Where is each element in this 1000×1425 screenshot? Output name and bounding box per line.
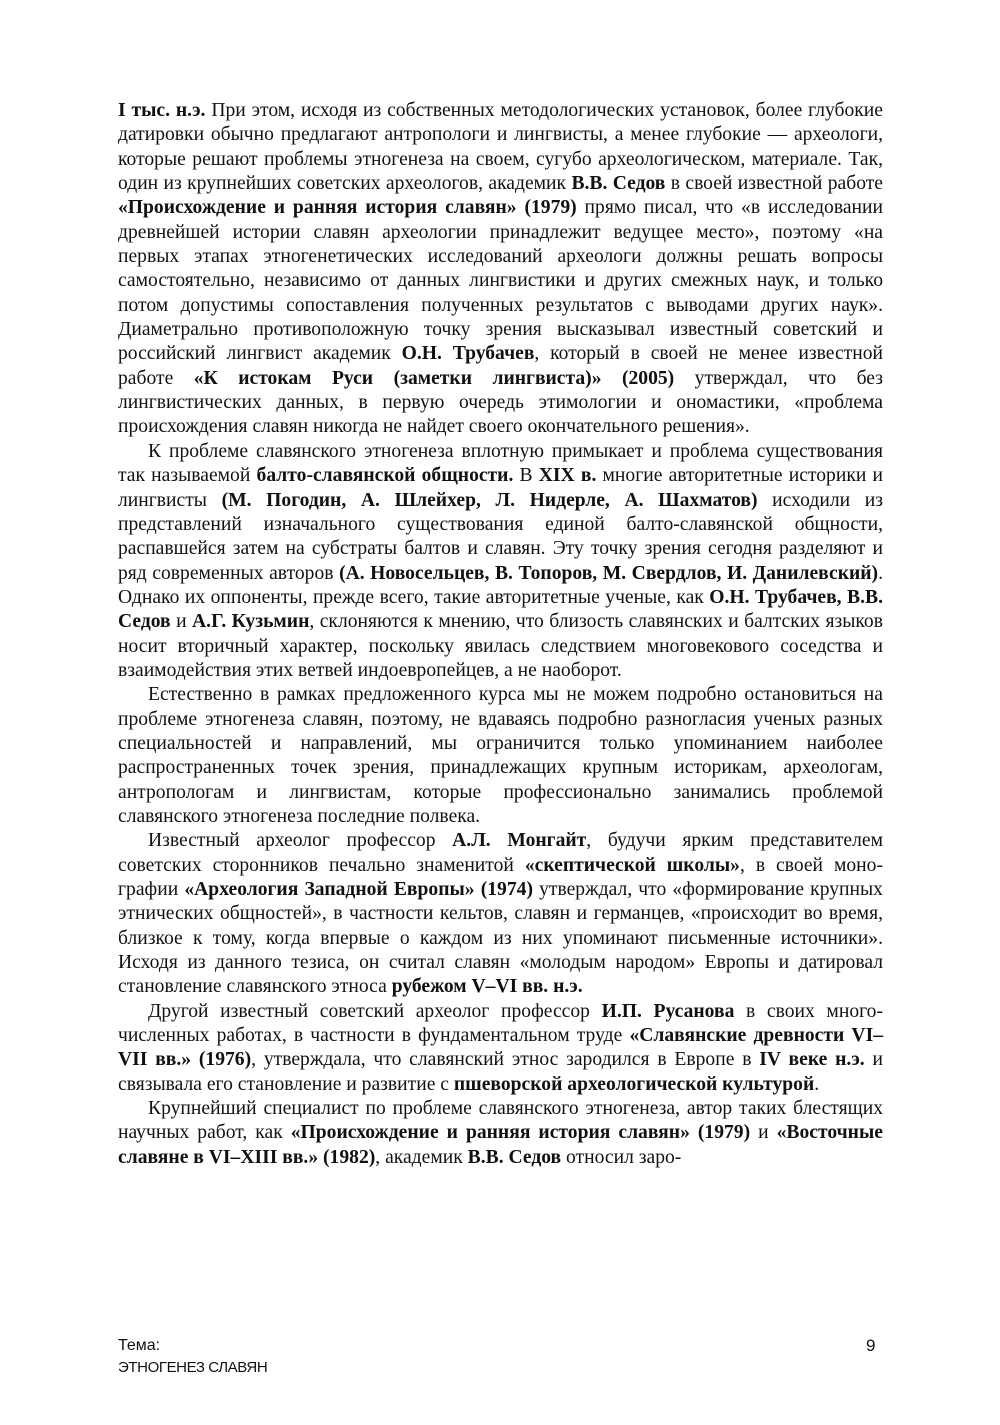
- paragraph: [118, 829, 883, 999]
- bold-run: балто-славянской общности.: [256, 465, 514, 487]
- bold-run: В.В. Седов: [571, 173, 666, 195]
- bold-run: «Восточные славяне в VI–XIII вв.» (1982): [118, 1122, 883, 1168]
- bold-run: «Славянские древности VI–VII вв.» (1976): [118, 1025, 883, 1071]
- bold-run: (А. Новосельцев, В. Топоров, М. Свердлов, И. Данилевский): [339, 562, 879, 584]
- text-run: , утверждала, что славянский этнос зародился в Европе в: [251, 1049, 760, 1071]
- paragraph: [118, 99, 883, 440]
- topic-name: ЭТНОГЕНЕЗ СЛАВЯН: [118, 1359, 268, 1376]
- page-number: 9: [866, 1336, 876, 1355]
- bold-run: «Археология Западной Европы» (1974): [184, 879, 533, 900]
- text-run: , будучи ярким представителем советских сторонников печально знаменитой: [118, 830, 883, 876]
- text-run: утверждал, что «формирование крупных этнических общностей», в частности кельтов, славян и германцев, «происходит во время, близкое к тому, когда впервые о каждом из них упоминают письменные источники». Исходя из данного тезиса, он считал славян «молодым народом» Европы и датировал становление славянского этноса: [118, 879, 883, 998]
- bold-run: рубежом V–VI вв. н.э.: [391, 976, 583, 998]
- text-run: прямо писал, что «в исследовании древнейшей истории славян археологии принадлежит ведущее место», поэтому «на первых этапах этногенетических исследований археологи должны решать вопросы самостоятельно, независимо от данных лингвистики и других смежных наук, и только потом допустимы сопоставления полученных результатов с выводами других наук». Диаметрально противоположную точку зрения высказывал известный советский и российский лингвист академик: [118, 197, 883, 365]
- bold-run: IV веке н.э.: [759, 1049, 865, 1071]
- text-run: исходили из представлений изначального существования единой балто-славянской общности, распавшейся затем на субстраты балтов и славян. Эту точку зрения сегодня разделяют и ряд современных авторов: [118, 489, 883, 584]
- text-run: и: [170, 611, 193, 633]
- text-run: в своих многочисленных работах, в частности в фундаментальном труде: [118, 1000, 883, 1047]
- text-run: и: [750, 1122, 777, 1144]
- paragraph: [118, 683, 883, 829]
- text-run: утверждал, что без лингвистических данных, в первую очередь этимологии и ономастики, «проблема происхождения славян никогда не найдет своего окончательного решения».: [118, 367, 883, 438]
- paragraph: [118, 1097, 883, 1170]
- text-run: , склоняются к мнению, что близость славянских и балтских языков носит вторичный характер, поскольку явилась следствием многовекового соседства и взаимодействия этих ветвей индоевропейцев, а не наоборот.: [118, 611, 883, 681]
- text-run: В: [513, 465, 539, 487]
- text-run: и связывала его становление и развитие с: [118, 1049, 883, 1095]
- text-run: К проблеме славянского этногенеза вплотную примыкает и проблема существования так называемой: [118, 440, 883, 487]
- footer-topic: [118, 1335, 267, 1379]
- text-run: . Однако их оппоненты, прежде всего, такие авторитетные ученые, как: [118, 562, 883, 608]
- bold-run: А.Г. Кузьмин: [192, 611, 310, 633]
- text-run: .: [814, 1073, 820, 1095]
- text-run: , академик: [375, 1146, 468, 1168]
- text-run: в своей известной работе: [665, 173, 883, 195]
- bold-run: О.Н. Трубачев: [401, 343, 535, 365]
- paragraph: [118, 1000, 883, 1097]
- bold-run: А.Л. Монгайт: [452, 830, 587, 852]
- text-run: Известный археолог профессор: [148, 830, 453, 852]
- bold-run: I тыс. н.э.: [118, 100, 206, 121]
- text-run: Крупнейший специалист по проблеме славянского этногенеза, автор таких блестящих научных работ, как: [118, 1098, 883, 1144]
- text-run: , в своей монографии: [118, 854, 883, 900]
- paragraph: [118, 440, 883, 683]
- page-body: [118, 99, 883, 1170]
- bold-run: В.В. Седов: [467, 1146, 562, 1168]
- bold-run: «К истокам Руси (заметки лингвиста)» (2005): [193, 367, 675, 389]
- text-run: , который в своей не менее известной работе: [118, 343, 883, 389]
- bold-run: «Происхождение и ранняя история славян» (1979): [118, 197, 577, 219]
- bold-run: пшеворской археологической культурой: [453, 1073, 815, 1095]
- topic-label: Тема:: [118, 1337, 161, 1354]
- bold-run: «Происхождение и ранняя история славян» (1979): [290, 1122, 751, 1144]
- bold-run: XIX в.: [538, 465, 597, 487]
- text-run: При этом, исходя из собственных методологических установок, более глубокие датировки обычно предлагают антропологи и лингвисты, а менее глубокие — археологи, которые решают проблемы этногенеза на своем, сугубо археологическом, материале. Так, один из крупнейших советских археологов, академик: [118, 100, 883, 195]
- text-run: Другой известный советский археолог профессор: [148, 1000, 602, 1022]
- text-run: многие авторитетные историки и лингвисты: [118, 465, 883, 511]
- bold-run: И.П. Русанова: [601, 1000, 735, 1022]
- text-run: Естественно в рамках предложенного курса мы не можем подробно остановиться на проблеме этногенеза славян, поэтому, не вдаваясь подробно разногласия ученых разных специальностей и направлений, мы ограничится только упоминанием наиболее распространенных точек зрения, принадлежащих крупным историкам, археологам, антропологам и лингвистам, которые профессионально занимались проблемой славянского этногенеза последние полвека.: [118, 684, 883, 827]
- bold-run: (М. Погодин, А. Шлейхер, Л. Нидерле, А. Шахматов): [221, 489, 758, 511]
- bold-run: О.Н. Трубачев, В.В. Седов: [118, 586, 883, 633]
- bold-run: «скептической школы»: [524, 854, 740, 876]
- text-run: относил заро-: [561, 1146, 682, 1168]
